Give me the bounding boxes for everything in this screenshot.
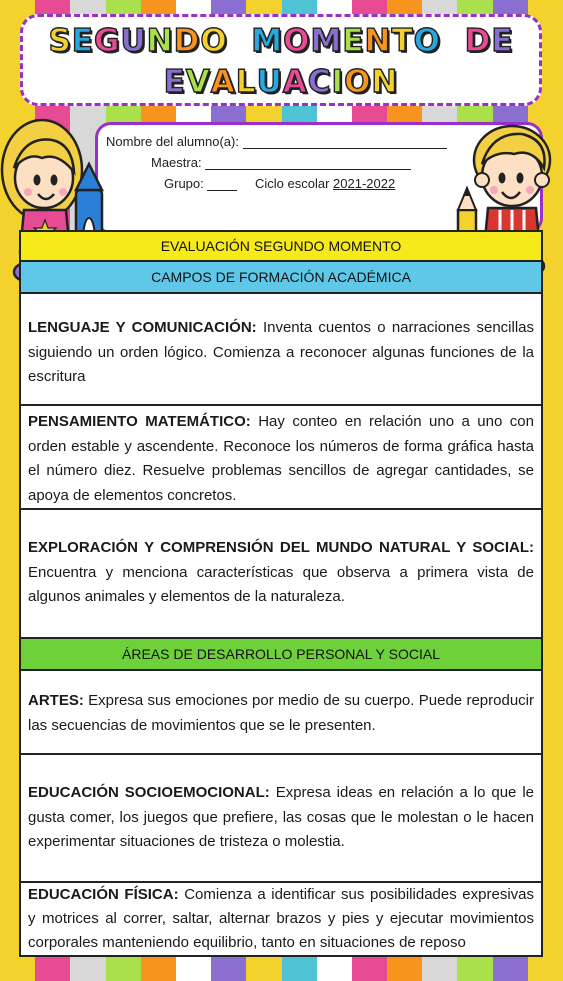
title-letter: E [163, 64, 186, 100]
title-letter: O [283, 23, 311, 59]
cycle-label: Ciclo escolar [255, 176, 330, 191]
title-letter: S [48, 23, 72, 59]
title-letter [228, 23, 252, 59]
section-exploracion-title: EXPLORACIÓN Y COMPRENSIÓN DEL MUNDO NATURAL Y SOCIAL: [28, 539, 534, 556]
title-letter: M [310, 23, 343, 59]
cycle-value: 2021-2022 [333, 176, 396, 191]
section-artes-text: Expresa sus emociones por medio de su cuerpo. Puede reproducir las secuencias de movimientos que se le presenten. [28, 692, 534, 734]
section-fisica [21, 883, 541, 957]
academic-fields-band [21, 262, 541, 294]
title-letter: O [413, 23, 441, 59]
section-lenguaje-title: LENGUAJE Y COMUNICACIÓN: [28, 319, 257, 336]
title-letter: N [146, 23, 174, 59]
student-name-row [106, 134, 447, 149]
section-exploracion [21, 510, 541, 637]
title-letter: V [185, 64, 211, 100]
title-letter: T [391, 23, 414, 59]
title-letter: L [235, 64, 257, 100]
title-letter: C [307, 64, 332, 100]
page-title-line-2 [23, 64, 539, 100]
group-cycle-row [164, 176, 395, 191]
title-letter: E [491, 23, 514, 59]
title-letter: E [342, 23, 365, 59]
title-letter: A [210, 64, 236, 100]
section-matematico-title: PENSAMIENTO MATEMÁTICO: [28, 413, 251, 430]
evaluation-header-band [21, 232, 541, 262]
page-title-line-1 [23, 23, 539, 59]
section-socioemocional-title: EDUCACIÓN SOCIOEMOCIONAL: [28, 784, 270, 801]
title-letter: M [251, 23, 284, 59]
title-letter: D [173, 23, 201, 59]
teacher-field[interactable] [205, 157, 411, 170]
student-name-field[interactable] [243, 136, 447, 149]
personal-areas-text: ÁREAS DE DESARROLLO PERSONAL Y SOCIAL [122, 646, 440, 662]
section-matematico [21, 406, 541, 510]
personal-areas-band [21, 637, 541, 671]
title-letter: E [71, 23, 94, 59]
academic-fields-text: CAMPOS DE FORMACIÓN ACADÉMICA [151, 269, 411, 285]
title-letter: G [93, 23, 121, 59]
title-letter: O [200, 23, 228, 59]
title-letter: O [344, 64, 372, 100]
section-fisica-title: EDUCACIÓN FÍSICA: [28, 886, 179, 903]
title-letter: A [282, 64, 308, 100]
section-lenguaje [21, 294, 541, 406]
section-exploracion-text: Encuentra y menciona características que observa a primera vista de algunos animales y elementos de la naturaleza. [28, 563, 534, 605]
section-lenguaje-text: Inventa cuentos o narraciones sencillas siguiendo un orden lógico. Comienza a reconocer algunas funciones de la escritura [28, 319, 535, 385]
title-letter [441, 23, 465, 59]
title-letter: U [256, 64, 283, 100]
group-field[interactable] [207, 178, 237, 191]
title-letter: U [120, 23, 147, 59]
title-letter: I [331, 64, 345, 100]
evaluation-header-text: EVALUACIÓN SEGUNDO MOMENTO [160, 238, 402, 254]
title-letter: D [464, 23, 492, 59]
teacher-row [151, 155, 411, 170]
section-artes-title: ARTES: [28, 692, 84, 709]
evaluation-card [19, 230, 543, 957]
section-socioemocional-text: Expresa ideas en relación a lo que le gusta comer, los juegos que prefiere, las cosas que le molestan o le hacen experimentar situaciones de tristeza o molestia. [28, 784, 535, 850]
title-frame [20, 14, 542, 106]
section-artes [21, 671, 541, 755]
student-name-label: Nombre del alumno(a): [106, 134, 239, 149]
section-socioemocional [21, 755, 541, 883]
section-matematico-text: Hay conteo en relación uno a uno con orden estable y ascendente. Reconoce los números de forma gráfica hasta el número diez. Resuelve problemas sencillos de agregar cantidades, se apoya de elementos concretos. [28, 413, 534, 504]
title-letter: N [364, 23, 392, 59]
group-label: Grupo: [164, 176, 204, 191]
teacher-label: Maestra: [151, 155, 202, 170]
title-letter: N [371, 64, 399, 100]
section-fisica-text: Comienza a identificar sus posibilidades expresivas y motrices al correr, saltar, alternar brazos y pies y ejecutar movimientos corporales manteniendo equilibrio, tanto en situaciones de reposo [28, 886, 535, 951]
